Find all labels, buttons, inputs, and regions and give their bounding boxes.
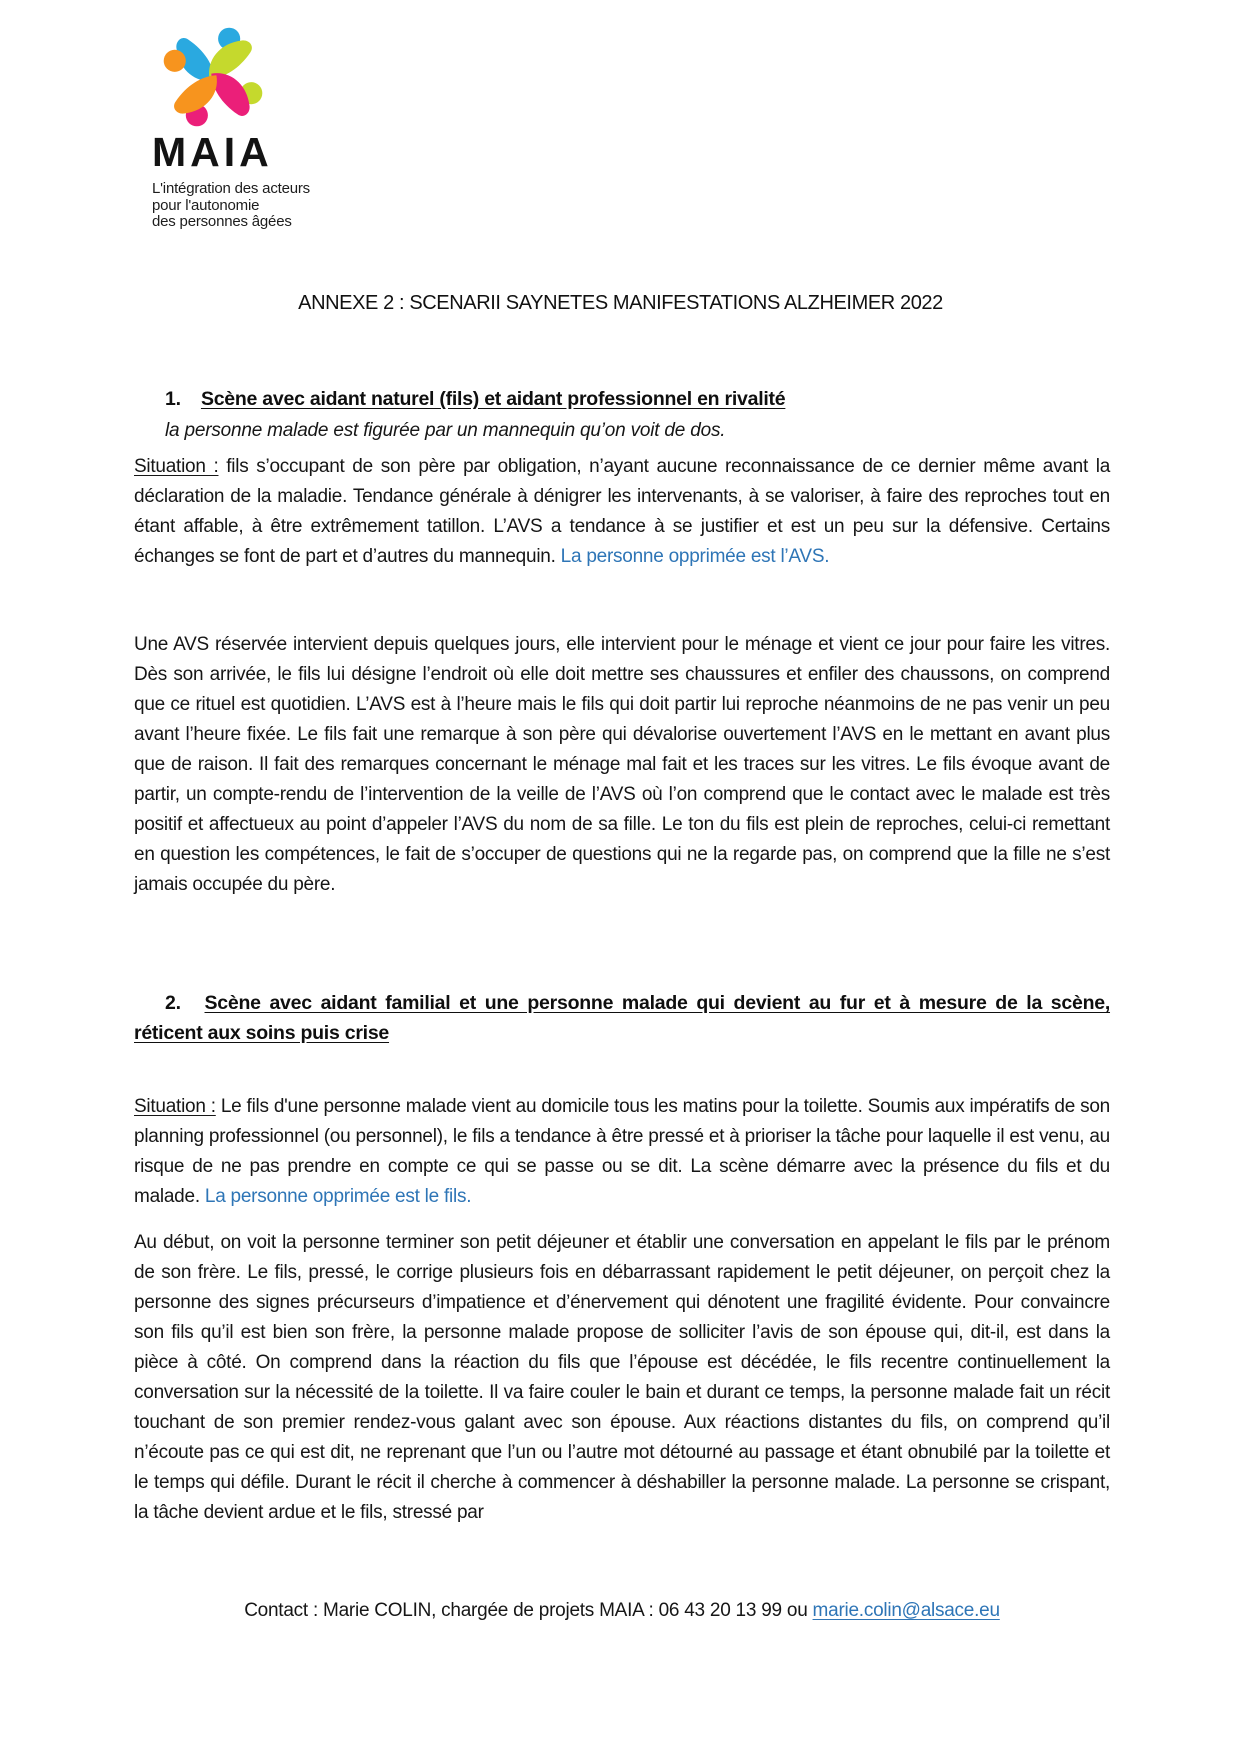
section-1-number: 1. [165, 388, 181, 410]
logo-tagline [152, 181, 382, 231]
maia-logo [152, 26, 382, 231]
tagline-line-2: pour l'autonomie [152, 196, 260, 214]
section-2-heading-text: Scène avec aidant familial et une personne malade qui devient au fur et à mesure de la scène, réticent aux soins puis crise [134, 992, 1111, 1044]
situation-label: Situation : [134, 456, 219, 477]
email-link[interactable]: marie.colin@alsace.eu [812, 1600, 1000, 1621]
brand-name: MAIA [152, 129, 273, 175]
section-2-situation-paragraph [134, 1092, 1110, 1212]
section-1-heading [134, 384, 1110, 414]
section-2-number: 2. [165, 992, 181, 1014]
situation-text: fils s’occupant de son père par obligation, n’ayant aucune reconnaissance de ce dernier même avant la déclaration de la maladie. Tendance générale à dénigrer les intervenants, à se valoriser, à faire des reproches tout en étant affable, à être extrêmement tatillon. L’AVS a tendance à se justifier et est un peu sur la défensive. Certains échanges se font de part et d’autres du mannequin. [134, 456, 1111, 567]
maia-pinwheel-icon [162, 26, 264, 128]
contact-footer [134, 1596, 1110, 1626]
oppressed-person-highlight: La personne opprimée est le fils. [204, 1186, 472, 1207]
document-title: ANNEXE 2 : SCENARII SAYNETES MANIFESTATIONS ALZHEIMER 2022 [298, 292, 943, 314]
section-2-body-paragraph: Au début, on voit la personne terminer son petit déjeuner et établir une conversation en appelant le fils par le prénom de son frère. Le fils, pressé, le corrige plusieurs fois en débarrassant rapidement le petit déjeuner, on perçoit chez la personne des signes précurseurs d’impatience et d’énervement qui dénotent une fragilité évidente. Pour convaincre son fils qu’il est bien son frère, la personne malade propose de solliciter l’avis de son épouse qui, dit-il, est dans la pièce à côté. On comprend dans la réaction du fils que l’épouse est décédée, le fils recentre continuellement la conversation sur la nécessité de la toilette. Il va faire couler le bain et durant ce temps, la personne malade fait un récit touchant de son premier rendez-vous galant avec son épouse. Aux réactions distantes du fils, on comprend qu’il n’écoute pas ce qui est dit, ne reprenant que l’un ou l’autre mot détourné au passage et étant obnubilé par la toilette et le temps qui défile. Durant le récit il cherche à commencer à déshabiller la personne malade. La personne se crispant, la tâche devient ardue et le fils, stressé par [134, 1232, 1110, 1523]
section-1-body-paragraph: Une AVS réservée intervient depuis quelques jours, elle intervient pour le ménage et vient ce jour pour faire les vitres. Dès son arrivée, le fils lui désigne l’endroit où elle doit mettre ses chaussures et enfiler des chaussons, on comprend que ce rituel est quotidien. L’AVS est à l’heure mais le fils qui doit partir lui reproche néanmoins de ne pas venir un peu avant l’heure fixée. Le fils fait une remarque à son père qui dévalorise ouvertement l’AVS en le mettant en avant plus que de raison. Il fait des remarques concernant le ménage mal fait et les traces sur les vitres. Le fils évoque avant de partir, un compte-rendu de l’intervention de la veille de l’AVS où l’on comprend que le contact avec le malade est très positif et affectueux au point d’appeler l’AVS du nom de sa fille. Le ton du fils est plein de reproches, celui-ci remettant en question les compétences, le fait de s’occuper de questions qui ne la regarde pas, on comprend que la fille ne s’est jamais occupée du père. [134, 634, 1110, 895]
section-1-heading-text: Scène avec aidant naturel (fils) et aidant professionnel en rivalité [200, 388, 786, 410]
oppressed-person-highlight: La personne opprimée est l’AVS. [560, 546, 830, 567]
situation-text: Le fils d'une personne malade vient au domicile tous les matins pour la toilette. Soumis aux impératifs de son planning professionnel (ou personnel), le fils a tendance à être pressé et à prioriser la tâche pour laquelle il est venu, au risque de ne pas prendre en compte ce qui se passe ou se dit. La scène démarre avec la présence du fils et du malade. [134, 1096, 1110, 1207]
contact-text: Contact : Marie COLIN, chargée de projets MAIA : 06 43 20 13 99 ou [244, 1600, 813, 1621]
section-1-note: la personne malade est figurée par un mannequin qu’on voit de dos. [165, 420, 726, 441]
section-1-situation-paragraph [134, 452, 1110, 572]
tagline-line-3: des personnes âgées [152, 213, 292, 230]
tagline-line-1: L'intégration des acteurs [152, 180, 310, 197]
section-2-heading [134, 988, 1110, 1048]
situation-label: Situation : [134, 1096, 216, 1117]
